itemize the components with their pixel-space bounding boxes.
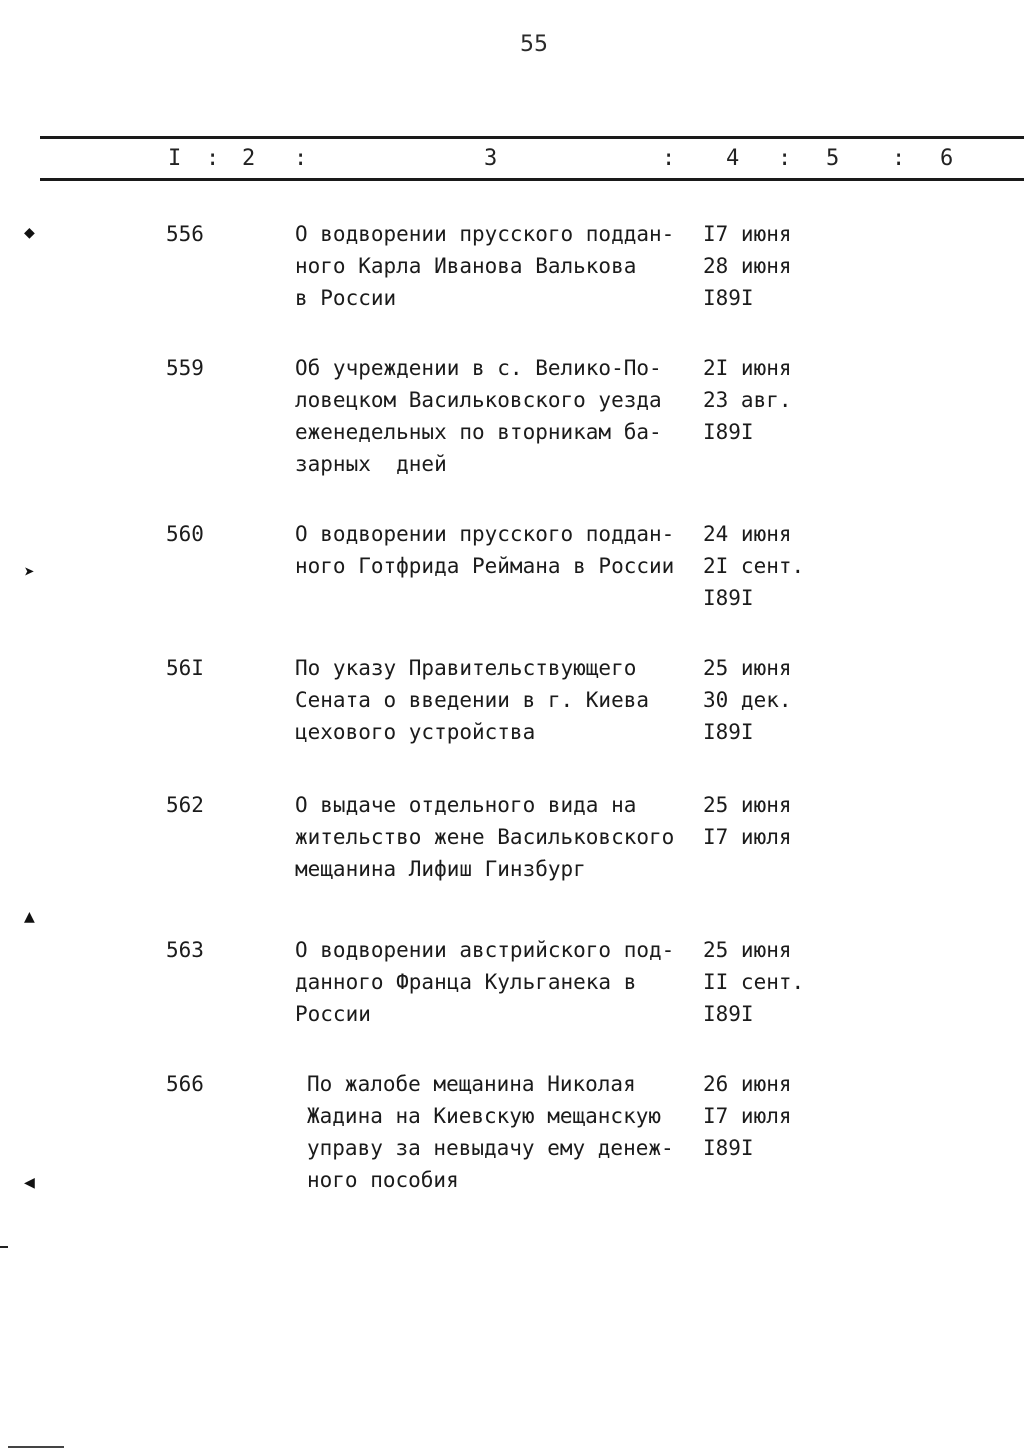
description-line: О водворении австрийского под- <box>295 938 675 962</box>
date-line: I7 июля <box>703 825 792 849</box>
description-line: ного Карла Иванова Валькова <box>295 254 637 278</box>
date-line: 2I сент. <box>703 554 805 578</box>
description-line: О водворении прусского поддан- <box>295 222 675 246</box>
record-number: 560 <box>166 522 204 546</box>
description-line: По указу Правительствующего <box>295 656 637 680</box>
column-4-label: 4 <box>726 146 740 171</box>
record-dates <box>703 1068 823 1164</box>
record-number: 556 <box>166 222 204 246</box>
record-description <box>295 934 695 1030</box>
record-description <box>295 789 695 885</box>
description-line: По жалобе мещанина Николая <box>307 1072 636 1096</box>
record-dates <box>703 218 823 314</box>
record-number: 563 <box>166 938 204 962</box>
description-line: О выдаче отдельного вида на <box>295 793 637 817</box>
date-line: 2I июня <box>703 356 792 380</box>
page-number: 55 <box>520 32 548 57</box>
date-line: I89I <box>703 720 754 744</box>
date-line: 24 июня <box>703 522 792 546</box>
column-6-label: 6 <box>940 146 954 171</box>
margin-tick <box>0 1246 8 1248</box>
description-line: ного Готфрида Реймана в России <box>295 554 675 578</box>
binding-hole-mark-icon: ➤ <box>24 562 35 583</box>
bottom-edge-mark <box>8 1446 64 1448</box>
column-5-label: 5 <box>826 146 840 171</box>
description-line: Жадина на Киевскую мещанскую <box>307 1104 662 1128</box>
binding-hole-mark-icon: ◆ <box>24 222 35 243</box>
date-line: 25 июня <box>703 656 792 680</box>
record-description <box>295 352 695 480</box>
record-number: 559 <box>166 356 204 380</box>
description-line: мещанина Лифиш Гинзбург <box>295 857 586 881</box>
description-line: в России <box>295 286 397 310</box>
description-line: Сената о введении в г. Киева <box>295 688 650 712</box>
column-separator: : <box>892 146 906 171</box>
description-line: управу за невыдачу ему денеж- <box>307 1136 674 1160</box>
date-line: 26 июня <box>703 1072 792 1096</box>
date-line: I7 июня <box>703 222 792 246</box>
date-line: I7 июля <box>703 1104 792 1128</box>
record-number: 562 <box>166 793 204 817</box>
record-dates <box>703 652 823 748</box>
description-line: данного Франца Кульганека в <box>295 970 637 994</box>
column-2-label: 2 <box>242 146 256 171</box>
date-line: 28 июня <box>703 254 792 278</box>
description-line: жительство жене Васильковского <box>295 825 675 849</box>
date-line: I89I <box>703 420 754 444</box>
column-separator: : <box>206 146 220 171</box>
date-line: II сент. <box>703 970 805 994</box>
date-line: 25 июня <box>703 938 792 962</box>
description-line: цехового устройства <box>295 720 536 744</box>
record-dates <box>703 352 823 448</box>
record-dates <box>703 934 823 1030</box>
description-line: ного пособия <box>307 1168 459 1192</box>
record-number: 56I <box>166 656 204 680</box>
record-description <box>295 652 695 748</box>
record-dates <box>703 518 823 614</box>
description-line: зарных дней <box>295 452 447 476</box>
column-separator: : <box>662 146 676 171</box>
record-description <box>295 218 695 314</box>
date-line: I89I <box>703 586 754 610</box>
date-line: I89I <box>703 286 754 310</box>
date-line: 30 дек. <box>703 688 792 712</box>
record-dates <box>703 789 823 853</box>
description-line: России <box>295 1002 371 1026</box>
description-line: ловецком Васильковского уезда <box>295 388 662 412</box>
column-separator: : <box>778 146 792 171</box>
column-separator: : <box>294 146 308 171</box>
date-line: I89I <box>703 1136 754 1160</box>
date-line: 23 авг. <box>703 388 792 412</box>
column-1-label: I <box>168 146 182 171</box>
description-line: О водворении прусского поддан- <box>295 522 675 546</box>
date-line: 25 июня <box>703 793 792 817</box>
header-rule-top <box>40 136 1024 139</box>
description-line: еженедельных по вторникам ба- <box>295 420 662 444</box>
record-number: 566 <box>166 1072 204 1096</box>
date-line: I89I <box>703 1002 754 1026</box>
record-description <box>295 518 695 582</box>
record-description <box>307 1068 707 1196</box>
header-rule-bottom <box>40 178 1024 181</box>
column-3-label: 3 <box>484 146 498 171</box>
description-line: Об учреждении в с. Велико-По- <box>295 356 662 380</box>
binding-hole-mark-icon: ◀ <box>24 1172 35 1193</box>
binding-hole-mark-icon: ▲ <box>24 906 35 927</box>
